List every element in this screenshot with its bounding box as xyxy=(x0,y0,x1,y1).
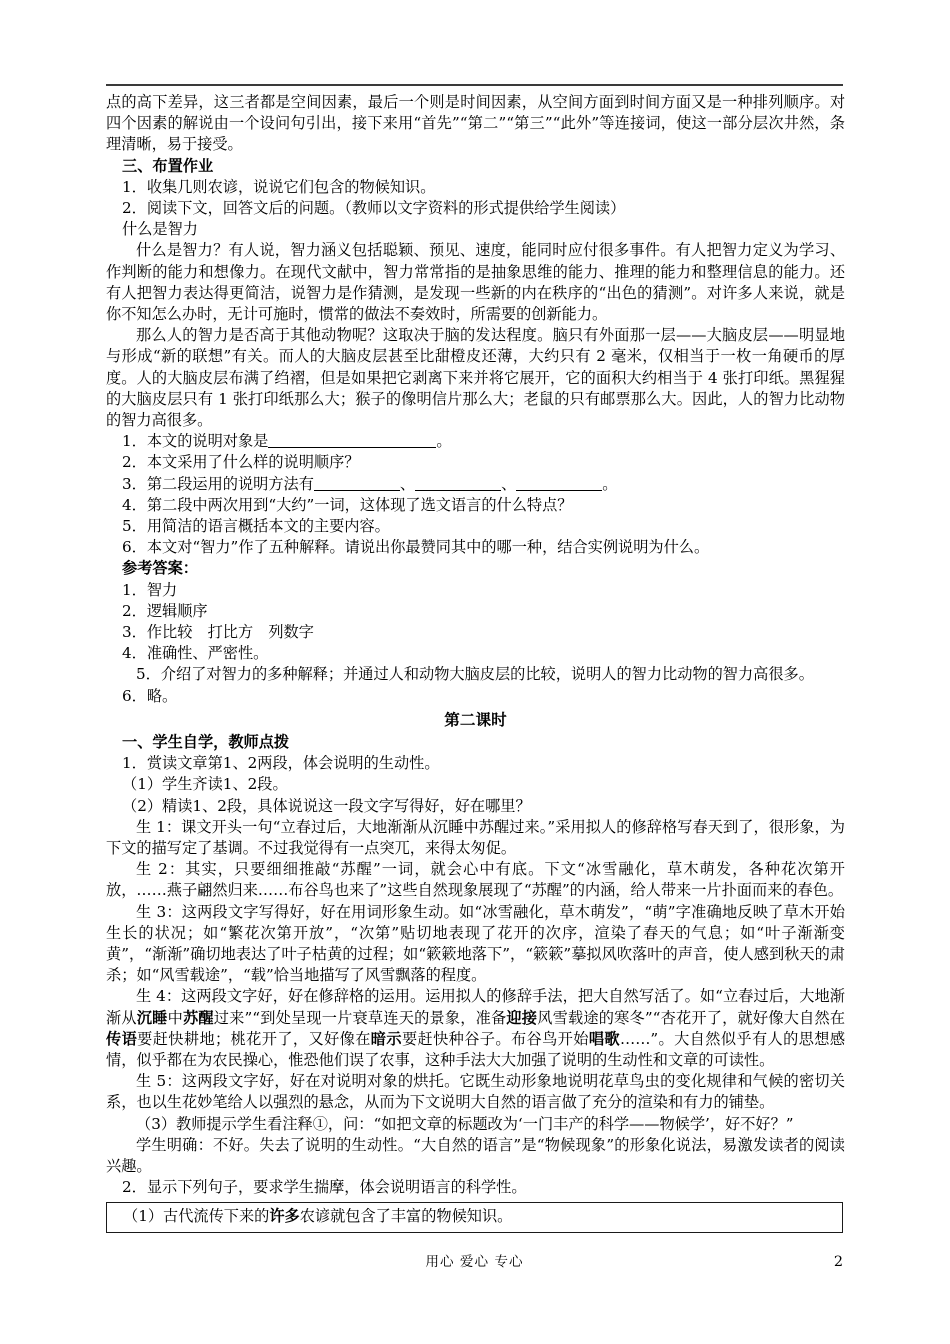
question-1-end: 。 xyxy=(436,432,452,451)
reading-title: 什么是智力 xyxy=(122,220,198,239)
question-2: 2．本文采用了什么样的说明顺序？ xyxy=(122,453,360,472)
plain-text: 风雪载途的寒冬”“杏花开了，就好像大自然在 xyxy=(537,1008,846,1027)
question-3-separator-2: 、 xyxy=(501,474,517,493)
plain-text: 要赶快耕地；桃花开了，又好像在 xyxy=(137,1029,371,1048)
plain-text: ……”。大自然似乎有人的思想感情，似乎都在为农民操心，惟恐他们误了农事，这种手法大大加强了说明的生动性和文章的可读性。 xyxy=(106,1029,846,1069)
answer-4: 4．准确性、严密性。 xyxy=(122,644,269,663)
lesson-two-heading: 第二课时 xyxy=(444,709,507,729)
document-content xyxy=(106,92,845,1233)
emphasis-text: 唱歌 xyxy=(588,1029,620,1048)
answer-5: 5．介绍了对智力的多种解释；并通过人和动物大脑皮层的比较，说明人的智力比动物的智力高很多。 xyxy=(136,665,814,684)
highlighted-sentence-box xyxy=(106,1202,843,1232)
reading-paragraph-1: 什么是智力？有人说，智力涵义包括聪颖、预见、速度，能同时应付很多事件。有人把智力定义为学习、作判断的能力和想像力。在现代文献中，智力常常指的是抽象思维的能力、推理的能力和整理信息的能力。还有人把智力表达得更简洁，说智力是作猜测，是发现一些新的内在秩序的“出色的猜测”。对许多人来说，就是你不知怎么办时，无计可施时，惯常的做法不奏效时，所需要的创新能力。 xyxy=(106,241,845,324)
question-3 xyxy=(106,474,845,495)
page-number: 2 xyxy=(833,1254,843,1270)
plain-text: 生 4：这两段文字好，好在修辞格的运用。运用拟人的修辞手法，把大自然写活了。如“立春过后，大地渐渐从 xyxy=(106,987,845,1027)
boxed-sentence xyxy=(107,1206,842,1227)
question-4: 4．第二段中两次用到“大约”一词，这体现了选文语言的什么特点？ xyxy=(122,495,573,514)
answer-3: 3．作比较 打比方 列数字 xyxy=(122,623,314,642)
plain-text: 中 xyxy=(167,1008,183,1027)
student-response-5: 生 5：这两段文字好，好在对说明对象的烘托。它既生动形象地说明花草鸟虫的变化规律和气候的密切关系，也以生花妙笔给人以强烈的悬念，从而为下文说明大自然的语言做了充分的渲染和有力的铺垫。 xyxy=(106,1072,845,1112)
paragraph-continued: 点的高下差异，这三者都是空间因素，最后一个则是时间因素，从空间方面到时间方面又是一种排列顺序。对四个因素的解说由一个设问句引出，接下来用“首先”“第二”“第三”“此外”等连接词，使这一部分层次井然，条理清晰，易于接受。 xyxy=(106,93,845,154)
homework-item-2: 2．阅读下文，回答文后的问题。（教师以文字资料的形式提供给学生阅读） xyxy=(122,199,626,218)
question-5: 5．用简洁的语言概括本文的主要内容。 xyxy=(122,517,390,536)
section-heading-three: 三、布置作业 xyxy=(122,156,214,175)
section-heading-one: 一、学生自学，教师点拨 xyxy=(122,732,290,751)
emphasis-text: 许多 xyxy=(269,1207,300,1226)
question-3-end: 。 xyxy=(602,474,618,493)
question-3-separator: 、 xyxy=(399,474,416,493)
homework-item-1: 1．收集几则农谚，说说它们包含的物候知识。 xyxy=(122,177,436,196)
question-1-text: 1．本文的说明对象是 xyxy=(122,432,269,451)
step-1: 1．赏读文章第1、2两段，体会说明的生动性。 xyxy=(122,754,440,773)
answers-heading: 参考答案： xyxy=(122,559,198,578)
question-6: 6．本文对“智力”作了五种解释。请说出你最赞同其中的哪一种，结合实例说明为什么。 xyxy=(122,538,710,557)
answer-blank[interactable] xyxy=(415,490,501,491)
answer-blank[interactable] xyxy=(268,447,436,448)
plain-text: 农谚就包含了丰富的物候知识。 xyxy=(299,1207,513,1226)
plain-text: 过来”“到处呈现一片衰草连天的景象，准备 xyxy=(213,1008,507,1027)
emphasis-text: 苏醒 xyxy=(182,1008,214,1027)
answer-2: 2．逻辑顺序 xyxy=(122,601,208,620)
student-response-3: 生 3：这两段文字写得好，好在用词形象生动。如“冰雪融化，草木萌发”，“萌”字准确地反映了草木开始生长的状况；如“繁花次第开放”，“次第”贴切地表现了花开的次序，渲染了春天的气息；如“叶子渐渐变黄”，“渐渐”确切地表达了叶子枯黄的过程；如“簌簌地落下”，“簌簌”摹拟风吹落叶的声音，使人感到秋天的肃杀；如“风雪载途”，“载”恰当地描写了风雪飘落的程度。 xyxy=(106,902,845,985)
answer-blank[interactable] xyxy=(314,490,400,491)
header-rule xyxy=(106,84,843,86)
student-response-4 xyxy=(106,986,845,1071)
answer-6: 6．略。 xyxy=(122,686,178,705)
question-1 xyxy=(106,431,845,452)
reading-paragraph-2: 那么人的智力是否高于其他动物呢？这取决于脑的发达程度。脑只有外面那一层——大脑皮层——明显地与形成“新的联想”有关。而人的大脑皮层甚至比甜橙皮还薄，大约只有 2 毫米，仅相当于一枚一角硬币的厚度。人的大脑皮层布满了绉褶，但是如果把它剥离下来并将它展开，它的面积大约相当于 4 张打印纸。黑猩猩的大脑皮层只有 1 张打印纸那么大；猴子的像明信片那么大；老鼠的只有邮票那么大。因此，人的智力比动物的智力高很多。 xyxy=(106,326,845,430)
emphasis-text: 沉睡 xyxy=(136,1008,168,1027)
step-1-1: （1）学生齐读1、2段。 xyxy=(122,775,288,794)
emphasis-text: 迎接 xyxy=(506,1008,538,1027)
answer-1: 1．智力 xyxy=(122,580,178,599)
step-1-3: （3）教师提示学生看注释①，问：“如把文章的标题改为‘一门丰产的科学——物候学’，好不好？” xyxy=(136,1114,794,1133)
student-response-2: 生 2：其实，只要细细推敲“苏醒”一词，就会心中有底。下文“冰雪融化，草木萌发，各种花次第开放，……燕子翩然归来……布谷鸟也来了”这些自然现象展现了“苏醒”的内涵，给人带来一片扑面而来的春色。 xyxy=(106,860,845,900)
answer-blank[interactable] xyxy=(516,490,602,491)
page-footer xyxy=(106,1253,843,1271)
emphasis-text: 传语 xyxy=(106,1029,138,1048)
student-response-1: 生 1：课文开头一句“立春过后，大地渐渐从沉睡中苏醒过来。”采用拟人的修辞格写春天到了，很形象，为下文的描写定了基调。不过我觉得有一点突兀，来得太匆促。 xyxy=(106,817,845,857)
footer-slogan: 用心 爱心 专心 xyxy=(425,1254,524,1270)
question-3-text: 3．第二段运用的说明方法有 xyxy=(122,474,314,493)
emphasis-text: 暗示 xyxy=(370,1029,402,1048)
step-1-2: （2）精读1、2段，具体说说这一段文字写得好，好在哪里？ xyxy=(122,796,531,815)
student-clarification: 学生明确：不好。失去了说明的生动性。“大自然的语言”是“物候现象”的形象化说法，易激发读者的阅读兴趣。 xyxy=(106,1135,845,1175)
step-2: 2．显示下列句子，要求学生揣摩，体会说明语言的科学性。 xyxy=(122,1178,527,1197)
plain-text: 要赶快种谷子。布谷鸟开始 xyxy=(401,1029,589,1048)
plain-text: （1）古代流传下来的 xyxy=(123,1207,270,1226)
